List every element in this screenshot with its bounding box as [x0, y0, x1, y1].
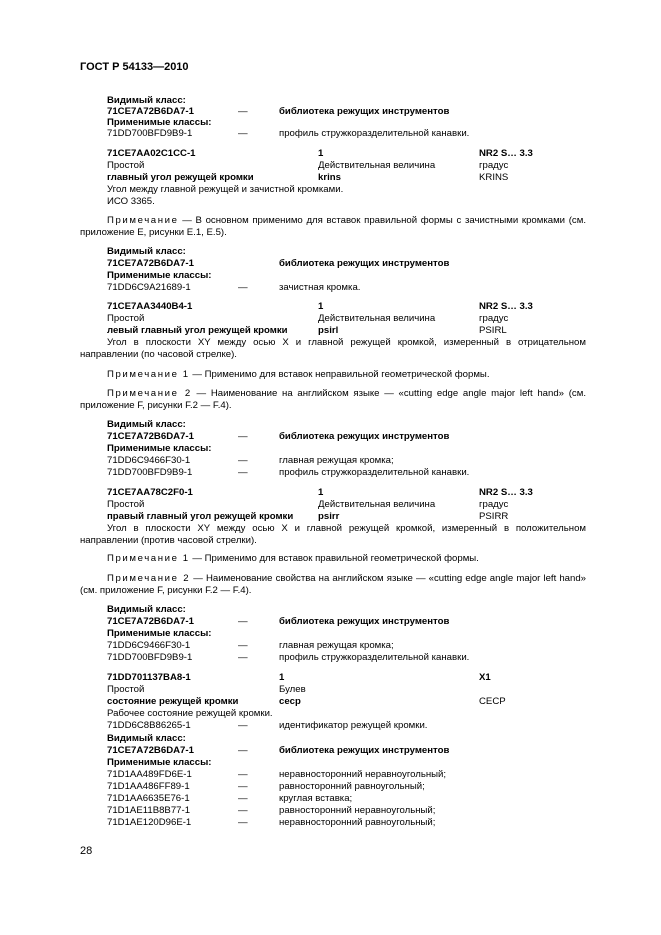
note-text: — Наименование на английском языке — «cutting edge angle major left hand» (см. приложение F, рисунки F.2 — F.4). — [80, 388, 586, 411]
note-2 — [80, 573, 586, 597]
property-symbol: krins — [318, 172, 341, 183]
value-kind: Действительная величина — [318, 313, 436, 324]
property-name: состояние режущей кромки — [107, 696, 239, 707]
class-code: 71DD6C9466F30-1 — [107, 640, 191, 651]
note-label: Примечание — [107, 215, 179, 226]
applicable-classes-label: Применимые классы: — [107, 270, 212, 281]
applicable-classes-label: Применимые классы: — [107, 628, 212, 639]
dash: — — [238, 106, 248, 117]
property-type: Простой — [107, 684, 145, 695]
class-name: главная режущая кромка; — [279, 640, 394, 651]
library-name: библиотека режущих инструментов — [279, 258, 450, 269]
note-text: — Применимо для вставок неправильной геометрической формы. — [192, 369, 490, 380]
class-code: 71D1AE120D96E-1 — [107, 817, 192, 828]
dash: — — [238, 282, 248, 293]
class-name: профиль стружкоразделительной канавки. — [279, 467, 470, 478]
library-code: 71CE7A72B6DA7-1 — [107, 745, 194, 756]
property-code: 71CE7AA78C2F0-1 — [107, 487, 193, 498]
class-name: главная режущая кромка; — [279, 455, 394, 466]
class-name: неравносторонний неравноугольный; — [279, 769, 447, 780]
note-label: Примечание 1 — [107, 369, 190, 380]
unit: градус — [479, 499, 509, 510]
property-name: правый главный угол режущей кромки — [107, 511, 294, 522]
property-format: NR2 S… 3.3 — [479, 487, 533, 498]
library-name: библиотека режущих инструментов — [279, 106, 450, 117]
class-code: 71D1AA489FD6E-1 — [107, 769, 192, 780]
property-definition: Угол в плоскости XY между осью X и главной режущей кромкой, измеренный в отрицательном направлении (по часовой стрелке). — [80, 337, 586, 360]
value-kind: Булев — [279, 684, 306, 695]
dash: — — [238, 793, 248, 804]
dash: — — [238, 616, 248, 627]
property-definition: Угол в плоскости XY между осью X и главной режущей кромкой, измеренный в положительном направлении (против часовой стрелки). — [80, 523, 586, 546]
page-number: 28 — [80, 845, 93, 857]
dash: — — [238, 467, 248, 478]
dash: — — [238, 817, 248, 828]
visible-class-label: Видимый класс: — [107, 604, 186, 615]
unit: градус — [479, 160, 509, 171]
library-name: библиотека режущих инструментов — [279, 745, 450, 756]
class-code: 71DD700BFD9B9-1 — [107, 128, 193, 139]
property-symbol: psirl — [318, 325, 339, 336]
class-name: профиль стружкоразделительной канавки. — [279, 128, 470, 139]
visible-class-label: Видимый класс: — [107, 246, 186, 257]
class-code: 71DD6C9A21689-1 — [107, 282, 191, 293]
property-format: X1 — [479, 672, 491, 683]
library-code: 71CE7A72B6DA7-1 — [107, 258, 194, 269]
library-code: 71CE7A72B6DA7-1 — [107, 106, 194, 117]
dash: — — [238, 640, 248, 651]
identifier-name: идентификатор режущей кромки. — [279, 720, 428, 731]
dash: — — [238, 769, 248, 780]
class-code: 71D1AE11B8B77-1 — [107, 805, 191, 816]
property-code: 71DD701137BA8-1 — [107, 672, 191, 683]
property-name: главный угол режущей кромки — [107, 172, 254, 183]
applicable-classes-label: Применимые классы: — [107, 443, 212, 454]
value-kind: Действительная величина — [318, 160, 436, 171]
dash: — — [238, 455, 248, 466]
dash: — — [238, 745, 248, 756]
property-index: 1 — [318, 148, 324, 159]
library-code: 71CE7A72B6DA7-1 — [107, 431, 194, 442]
value-kind: Действительная величина — [318, 499, 436, 510]
applicable-classes-label: Применимые классы: — [107, 757, 212, 768]
class-name: круглая вставка; — [279, 793, 353, 804]
note-text: — Применимо для вставок правильной геометрической формы. — [192, 553, 479, 564]
identifier-code: 71DD6C8B86265-1 — [107, 720, 191, 731]
property-symbol: cecp — [279, 696, 301, 707]
class-name: неравносторонний равноугольный; — [279, 817, 436, 828]
property-index: 1 — [318, 487, 324, 498]
property-code: 71CE7AA02C1CC-1 — [107, 148, 196, 159]
visible-class-label: Видимый класс: — [107, 733, 186, 744]
property-type: Простой — [107, 313, 145, 324]
class-code: 71D1AA486FF89-1 — [107, 781, 190, 792]
class-name: профиль стружкоразделительной канавки. — [279, 652, 470, 663]
note-text: — Наименование свойства на английском языке — «cutting edge angle major left hand» (см. приложение F, рисунки F.2 — F.4). — [80, 573, 587, 596]
dash: — — [238, 720, 248, 731]
property-code: 71CE7AA3440B4-1 — [107, 301, 193, 312]
note-1 — [80, 553, 586, 565]
dash: — — [238, 128, 248, 139]
property-format: NR2 S… 3.3 — [479, 301, 533, 312]
applicable-classes-label: Применимые классы: — [107, 117, 212, 128]
dash: — — [238, 652, 248, 663]
property-symbol-upper: KRINS — [479, 172, 509, 183]
class-code: 71DD700BFD9B9-1 — [107, 652, 193, 663]
note-label: Примечание 2 — [107, 573, 191, 584]
property-format: NR2 S… 3.3 — [479, 148, 533, 159]
note-label: Примечание 1 — [107, 553, 190, 564]
property-reference: ИСО 3365. — [107, 196, 155, 207]
property-definition: Угол между главной режущей и зачистной кромками. — [107, 184, 344, 195]
visible-class-label: Видимый класс: — [107, 95, 186, 106]
property-definition: Рабочее состояние режущей кромки. — [107, 708, 273, 719]
property-symbol-upper: PSIRL — [479, 325, 507, 336]
property-name: левый главный угол режущей кромки — [107, 325, 288, 336]
library-name: библиотека режущих инструментов — [279, 616, 450, 627]
note-label: Примечание 2 — [107, 388, 192, 399]
note-1 — [80, 369, 586, 381]
property-symbol-upper: PSIRR — [479, 511, 509, 522]
class-name: равносторонний равноугольный; — [279, 781, 425, 792]
property-index: 1 — [279, 672, 285, 683]
class-code: 71DD700BFD9B9-1 — [107, 467, 193, 478]
property-type: Простой — [107, 499, 145, 510]
class-code: 71DD6C9466F30-1 — [107, 455, 191, 466]
dash: — — [238, 805, 248, 816]
class-name: равносторонний неравноугольный; — [279, 805, 436, 816]
visible-class-label: Видимый класс: — [107, 419, 186, 430]
library-code: 71CE7A72B6DA7-1 — [107, 616, 194, 627]
page-header: ГОСТ Р 54133—2010 — [80, 61, 189, 73]
class-name: зачистная кромка. — [279, 282, 361, 293]
property-symbol-upper: CECP — [479, 696, 506, 707]
property-type: Простой — [107, 160, 145, 171]
note — [80, 215, 586, 239]
dash: — — [238, 781, 248, 792]
property-symbol: psirr — [318, 511, 340, 522]
property-index: 1 — [318, 301, 324, 312]
unit: градус — [479, 313, 509, 324]
note-text: — В основном применимо для вставок правильной формы с зачистными кромками (см. приложение E, рисунки E.1, E.5). — [80, 215, 586, 238]
note-2 — [80, 388, 586, 412]
class-code: 71D1AA6635E76-1 — [107, 793, 190, 804]
library-name: библиотека режущих инструментов — [279, 431, 450, 442]
dash: — — [238, 431, 248, 442]
